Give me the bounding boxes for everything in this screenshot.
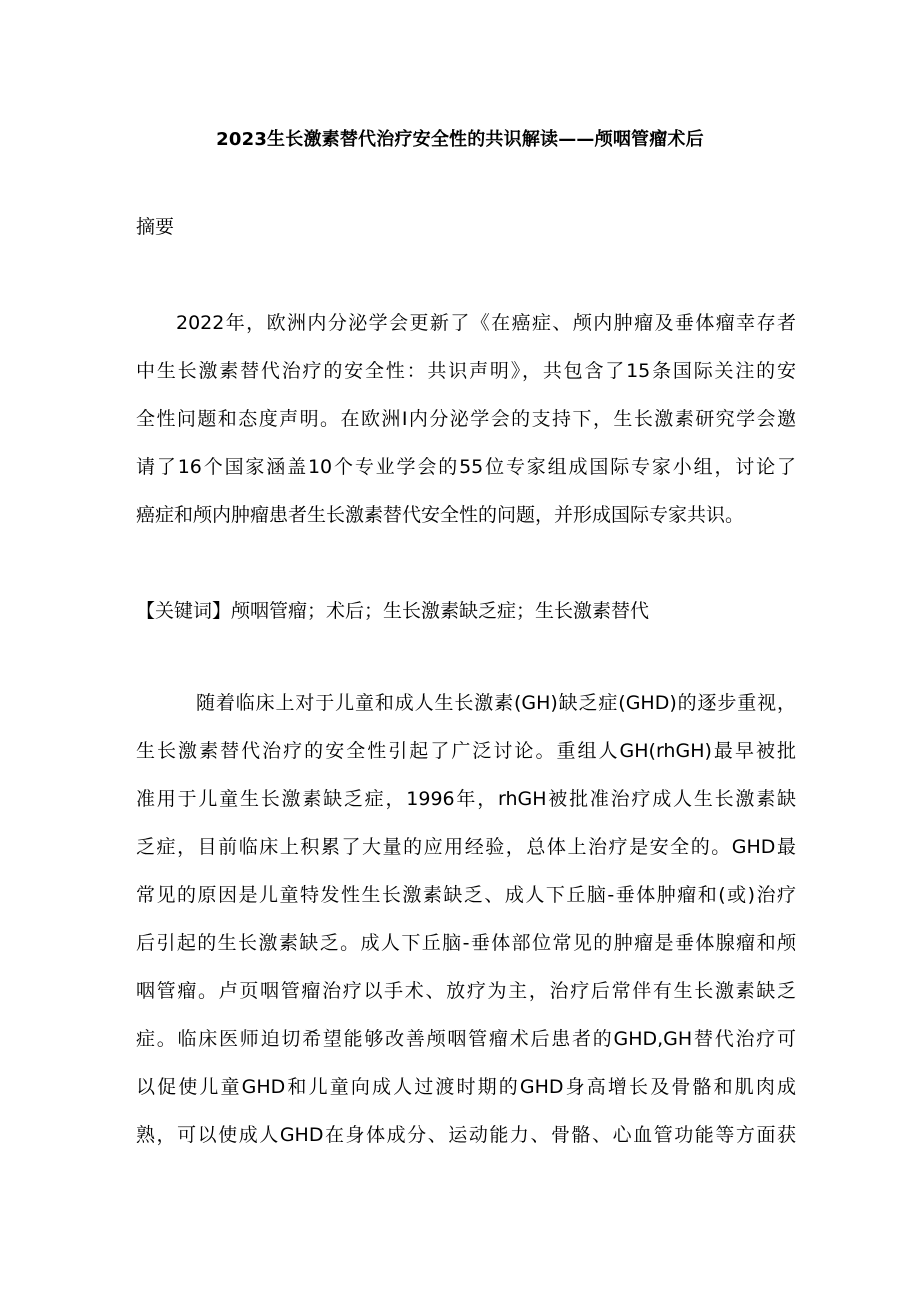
abstract-heading: 摘要 — [136, 216, 175, 238]
abstract-line: 癌症和颅内肿瘤患者生长激素替代安全性的问题，并形成国际专家共识。 — [136, 504, 745, 526]
abstract-line: 2022年，欧洲内分泌学会更新了《在癌症、颅内肿瘤及垂体瘤幸存者 — [176, 312, 796, 334]
body-line: 症。临床医师迫切希望能够改善颅咽管瘤术后患者的GHD,GH替代治疗可 — [136, 1028, 796, 1050]
body-line: 咽管瘤。卢页咽管瘤治疗以手术、放疗为主，治疗后常伴有生长激素缺乏 — [136, 980, 796, 1002]
abstract-line: 中生长激素替代治疗的安全性：共识声明》，共包含了15条国际关注的安 — [136, 360, 796, 382]
body-line: 准用于儿童生长激素缺乏症，1996年，rhGH被批准治疗成人生长激素缺 — [136, 788, 796, 810]
body-line: 乏症，目前临床上积累了大量的应用经验，总体上治疗是安全的。GHD最 — [136, 836, 796, 858]
body-line: 后引起的生长激素缺乏。成人下丘脑-垂体部位常见的肿瘤是垂体腺瘤和颅 — [136, 932, 796, 954]
abstract-line: 请了16个国家涵盖10个专业学会的55位专家组成国际专家小组，讨论了 — [136, 456, 796, 478]
body-line: 随着临床上对于儿童和成人生长激素(GH)缺乏症(GHD)的逐步重视， — [196, 692, 796, 714]
keywords-line: 【关键词】颅咽管瘤；术后；生长激素缺乏症；生长激素替代 — [136, 600, 650, 622]
body-line: 熟，可以使成人GHD在身体成分、运动能力、骨骼、心血管功能等方面获 — [136, 1124, 796, 1146]
body-line: 以促使儿童GHD和儿童向成人过渡时期的GHD身高增长及骨骼和肌肉成 — [136, 1076, 796, 1098]
abstract-line: 全性问题和态度声明。在欧洲I内分泌学会的支持下，生长激素研究学会邀 — [136, 408, 796, 430]
body-line: 生长激素替代治疗的安全性引起了广泛讨论。重组人GH(rhGH)最早被批 — [136, 740, 796, 762]
body-line: 常见的原因是儿童特发性生长激素缺乏、成人下丘脑-垂体肿瘤和(或)治疗 — [136, 884, 796, 906]
document-title: 2023生长激素替代治疗安全性的共识解读——颅咽管瘤术后 — [216, 129, 704, 150]
